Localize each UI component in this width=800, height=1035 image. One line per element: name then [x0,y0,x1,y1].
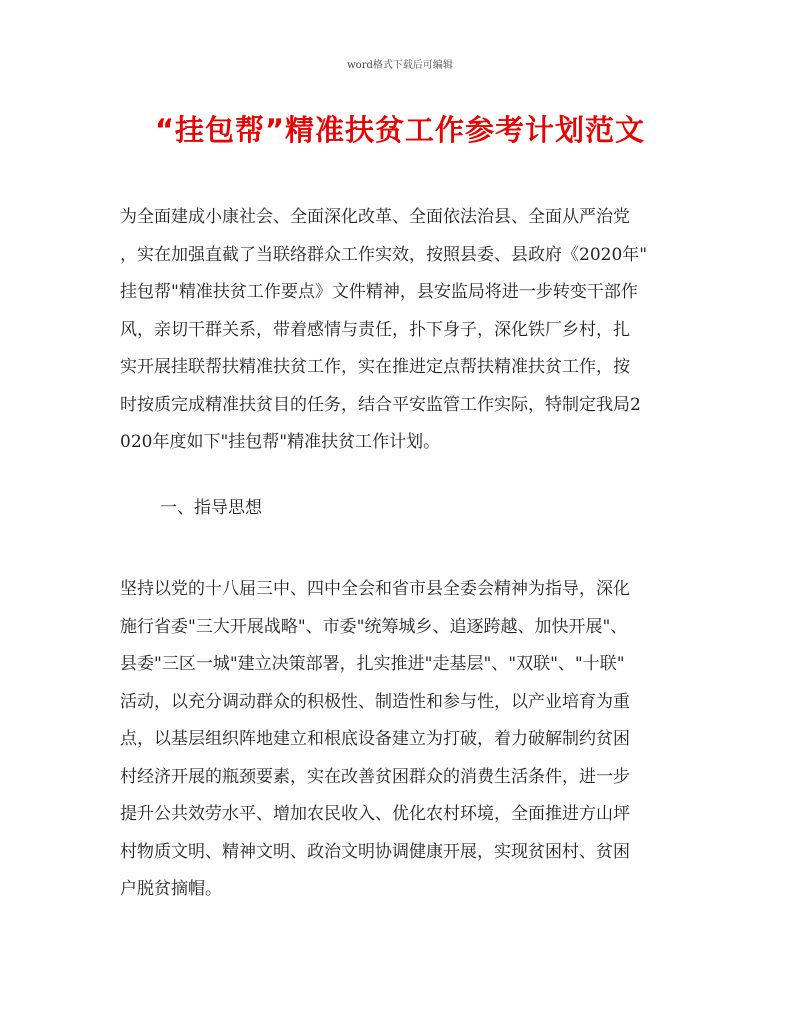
paragraph-line: 户脱贫摘帽。 [120,879,222,899]
paragraph-line: 活动，以充分调动群众的积极性、制造性和参与性，以产业培育为重 [120,691,630,712]
section-heading-guiding-ideology: 一、指导思想 [160,498,262,518]
paragraph-line: 坚持以党的十八届三中、四中全会和省市县全委会精神为指导，深化 [120,579,630,599]
paragraph-line: 村物质文明、精神文明、政治文明协调健康开展，实现贫困村、贫困 [120,841,630,862]
document-title: “挂包帮”精准扶贫工作参考计划范文 [154,113,646,147]
paragraph-line: 挂包帮"精准扶贫工作要点》文件精神，县安监局将进一步转变干部作 [120,282,638,302]
paragraph-line: 020年度如下"挂包帮"精准扶贫工作计划。 [120,432,441,452]
paragraph-line: 县委"三区一城"建立决策部署，扎实推进"走基层"、"双联"、"十联" [120,654,625,674]
page-header-note: word格式下载后可编辑 [347,60,453,71]
paragraph-line: 提升公共效劳水平、增加农民收入、优化农村环境，全面推进方山坪 [120,804,630,824]
paragraph-line: 风，亲切干群关系，带着感情与责任，扑下身子，深化铁厂乡村，扎 [120,319,630,340]
paragraph-line: 实开展挂联帮扶精准扶贫工作，实在推进定点帮扶精准扶贫工作，按 [120,357,630,377]
paragraph-intro [120,199,682,462]
paragraph-guiding-ideology [120,571,682,909]
paragraph-line: ，实在加强直截了当联络群众工作实效，按照县委、县政府《2020年" [120,244,648,265]
paragraph-line: 时按质完成精准扶贫目的任务，结合平安监管工作实际，特制定我局2 [120,394,641,415]
paragraph-line: 村经济开展的瓶颈要素，实在改善贫困群众的消费生活条件，进一步 [120,766,630,787]
paragraph-line: 点，以基层组织阵地建立和根底设备建立为打破，着力破解制约贫困 [120,729,630,749]
paragraph-line: 为全面建成小康社会、全面深化改革、全面依法治县、全面从严治党 [120,207,630,227]
paragraph-line: 施行省委"三大开展战略"、市委"统筹城乡、追逐跨越、加快开展"、 [120,616,628,637]
